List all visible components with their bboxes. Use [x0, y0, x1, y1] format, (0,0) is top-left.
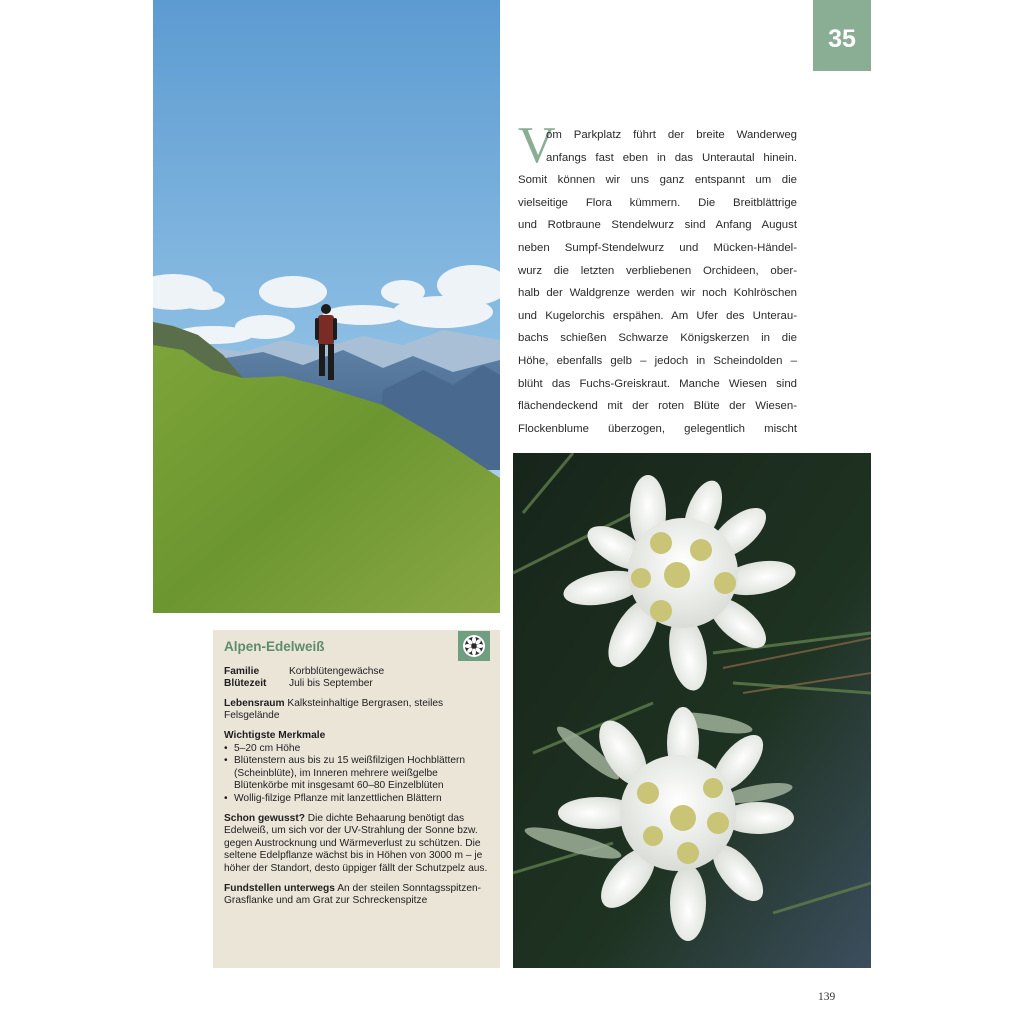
fact-section [224, 813, 490, 876]
tour-number: 35 [828, 25, 856, 53]
body-line: neben Sumpf-Stendelwurz und Mücken-Händel- [518, 241, 797, 254]
edelweiss-photo [513, 453, 871, 968]
body-line: Flockenblume überzogen, gelegentlich mischt [518, 422, 797, 435]
hiker-mountain-photo [153, 0, 500, 613]
spots-label: Fundstellen unterwegs [224, 882, 335, 894]
body-line: und Rotbraune Stendelwurz sind Anfang August [518, 219, 797, 232]
species-info-box [213, 630, 500, 968]
page-number: 139 [818, 991, 836, 1003]
list-item: • Wollig-filzige Pflanze mit lanzettlichen Blättern [224, 793, 490, 806]
tour-number-badge [813, 0, 871, 71]
habitat-label: Lebensraum [224, 697, 285, 709]
features-label: Wichtigste Merkmale [224, 729, 326, 741]
bloom-value: Juli bis September [289, 678, 373, 690]
habitat-section [224, 698, 490, 723]
drop-cap: V [518, 117, 556, 174]
body-line: anfangs fast eben in das Unterautal hinein. [546, 151, 797, 164]
features-list [224, 743, 490, 806]
bloom-label: Blütezeit [224, 678, 267, 690]
body-paragraph [518, 124, 797, 440]
family-row [224, 666, 490, 679]
list-item: • 5–20 cm Höhe [224, 743, 490, 756]
body-line: flächendeckend mit der roten Blüte der Wiesen- [518, 400, 797, 413]
features-section [224, 730, 490, 806]
fact-value: Die dichte Behaarung benötigt das Edelweiß, um sich vor der UV-Strahlung der Sonne bzw. gegen Austrocknung und Wärmeverlust zu schützen. Die seltene Edelpflanze wächst bis in Höhen von 3000 m – je höher der Standort, desto üppiger fällt der Schutzpelz aus. [224, 812, 488, 874]
edelweiss-flower-icon [458, 631, 490, 661]
body-line: vielseitige Flora kümmern. Die Breitblättrige [518, 196, 797, 209]
body-line: wurz die letzten verbliebenen Orchideen, ober- [518, 264, 797, 277]
body-line: und Kugelorchis erspähen. Am Ufer des Unterau- [518, 309, 797, 322]
spots-section [224, 883, 490, 908]
species-title: Alpen-Edelweiß [224, 639, 325, 654]
fact-label: Schon gewusst? [224, 812, 305, 824]
body-line: halb der Waldgrenze werden wir noch Kohlröschen [518, 287, 797, 300]
family-value: Korbblütengewächse [289, 665, 385, 677]
body-line: bachs schießen Schwarze Königskerzen in die [518, 332, 797, 345]
habitat-value: Kalksteinhaltige Bergrasen, steiles Felsgelände [224, 697, 444, 722]
body-line: blüht das Fuchs-Greiskraut. Manche Wiesen sind [518, 377, 797, 390]
body-line: om Parkplatz führt der breite Wanderweg [546, 129, 797, 141]
body-line: Höhe, ebenfalls gelb – jedoch in Scheindolden – [518, 354, 797, 367]
spots-value: An der steilen Sonntagsspitzen-Grasflanke und am Grat zur Schreckenspitze [224, 882, 482, 907]
body-line: Somit können wir uns ganz entspannt um die [518, 174, 797, 187]
list-item: • Blütenstern aus bis zu 15 weißfilzigen Hochblättern (Scheinblüte), im Inneren mehrere weißgelbe Blütenkörbe mit insgesamt 60–80 Einzelblüten [224, 755, 490, 793]
family-label: Familie [224, 665, 260, 677]
bloom-row [224, 678, 490, 691]
